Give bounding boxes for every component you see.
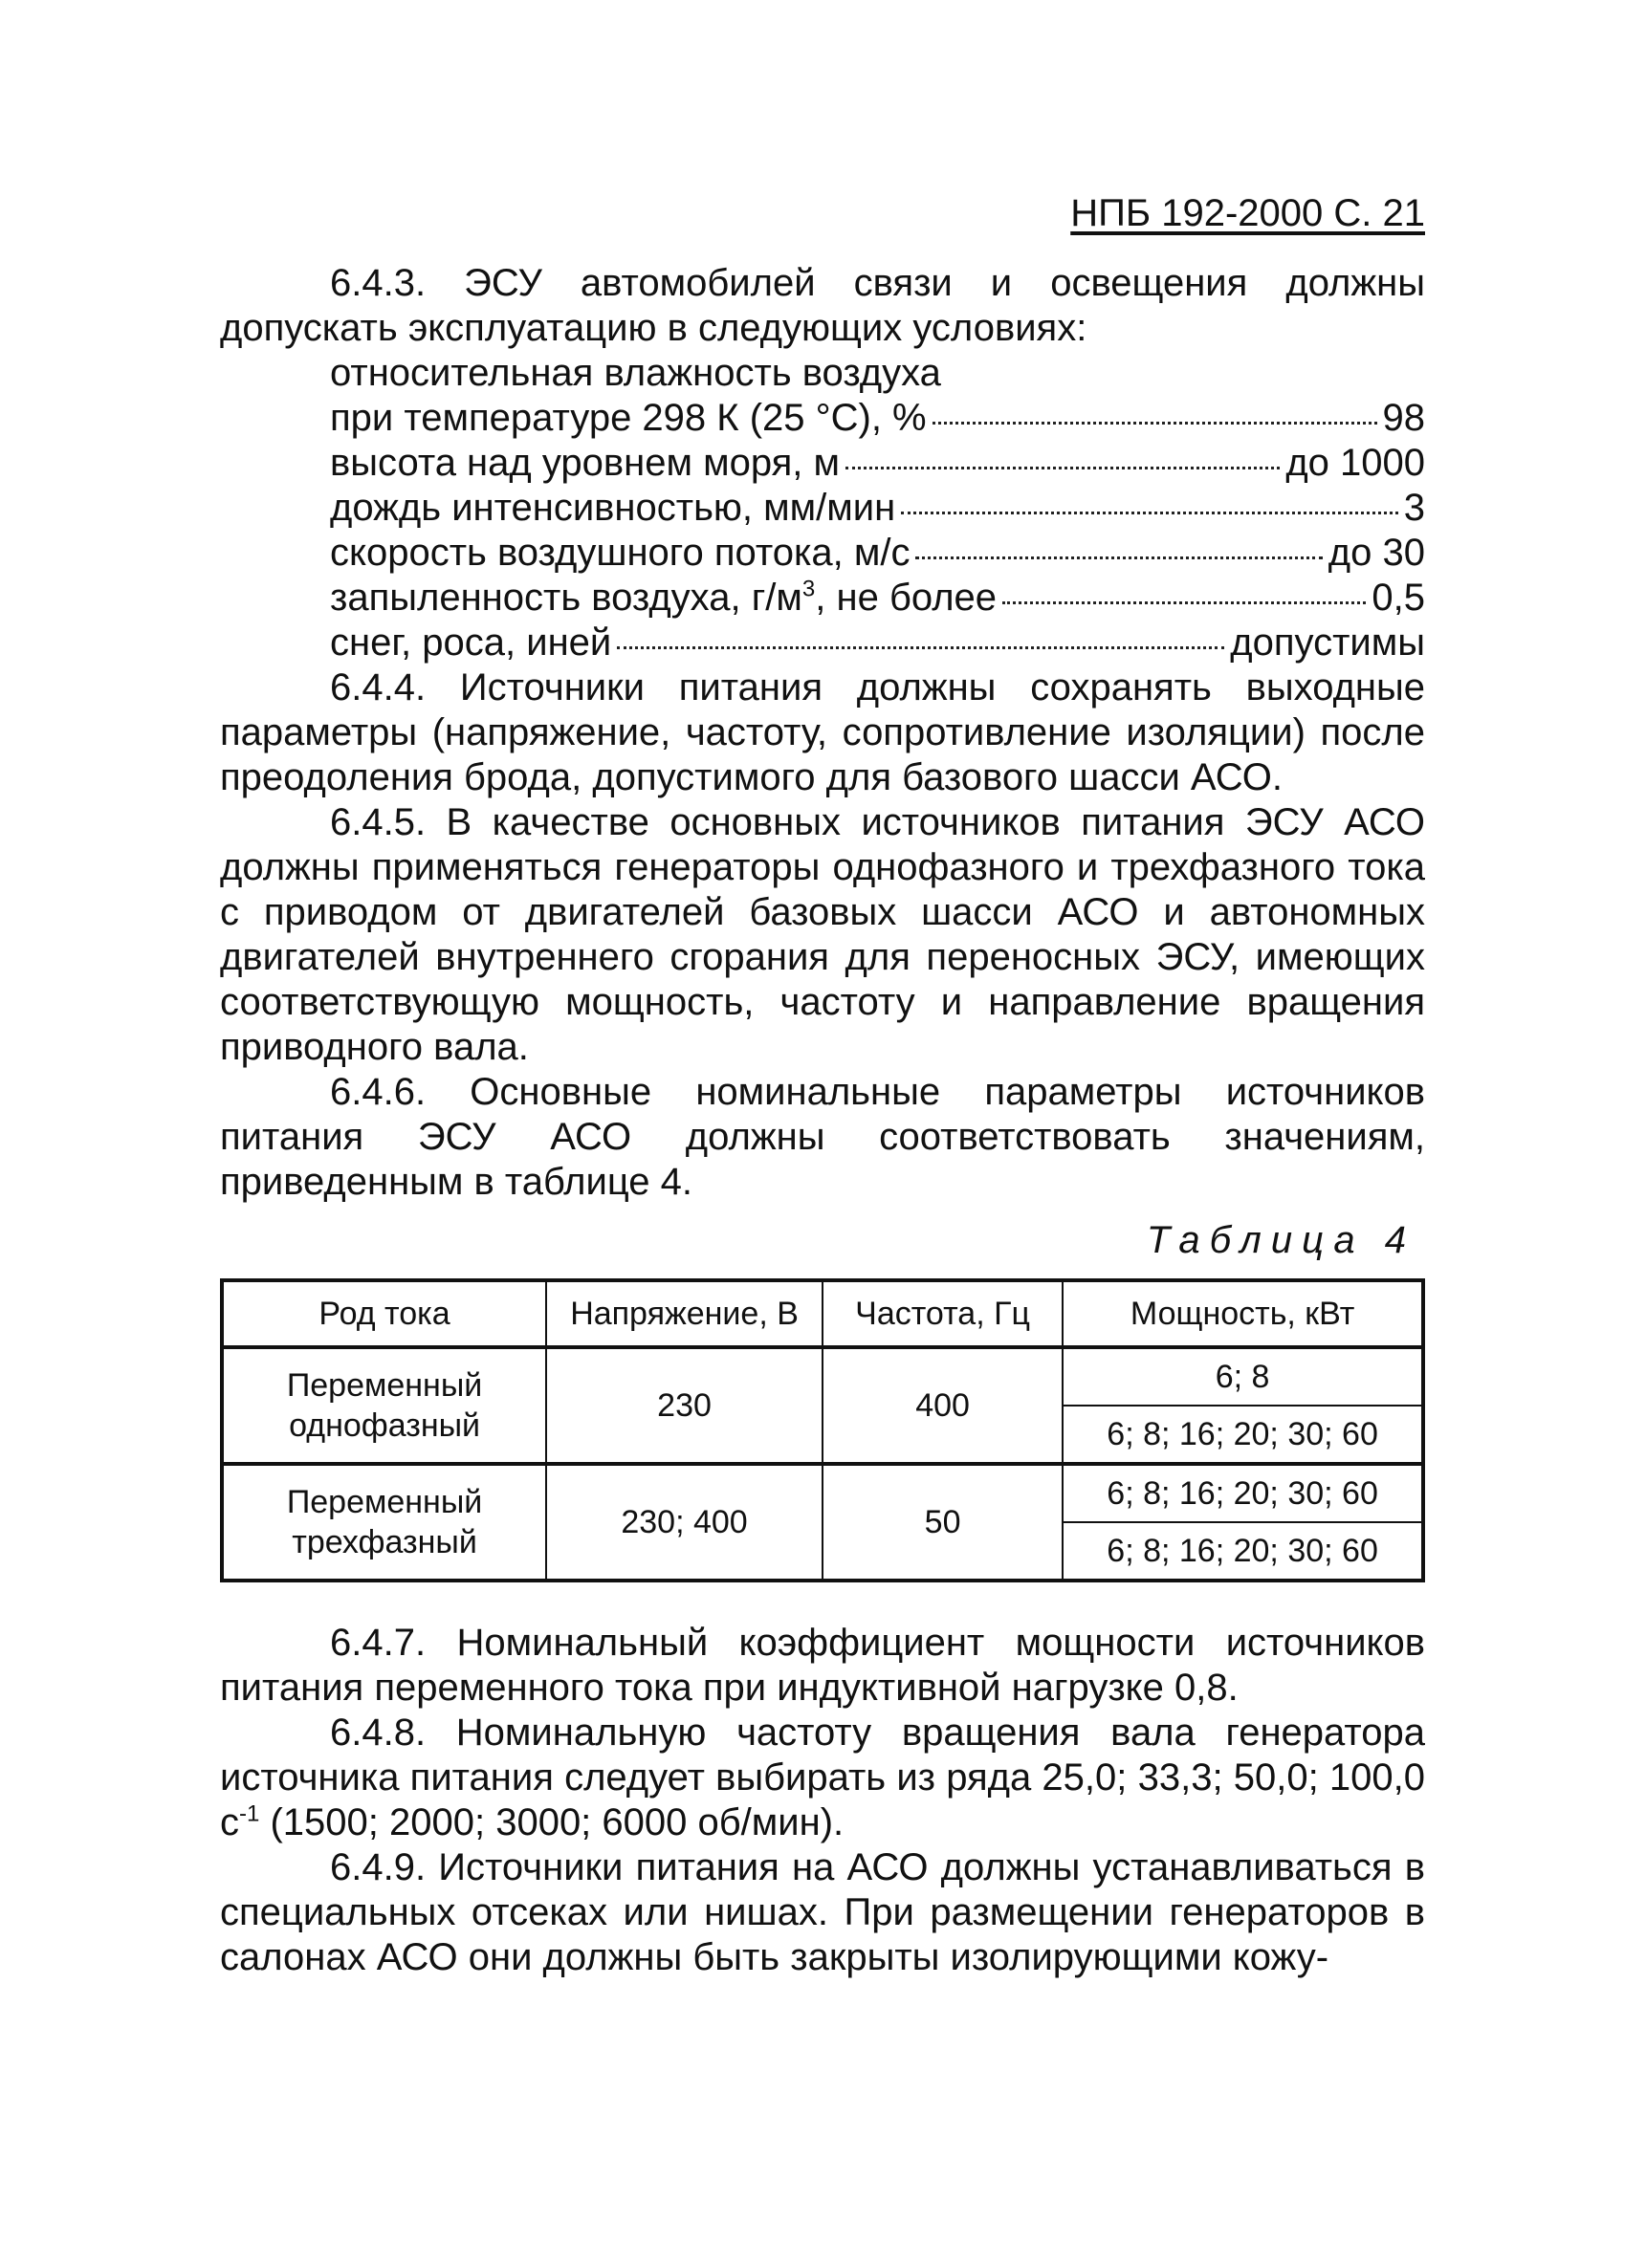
column-header: Род тока: [222, 1280, 546, 1347]
power-cell: 6; 8; 16; 20; 30; 60: [1063, 1406, 1423, 1464]
paragraph-6-4-6: 6.4.6. Основные номинальные параметры источников питания ЭСУ АСО должны соответствовать значениям, приведенным в таблице 4.: [220, 1071, 1425, 1203]
page-content: [220, 191, 1425, 1980]
condition-row: [330, 621, 1425, 665]
power-cell: 6; 8: [1063, 1347, 1423, 1406]
condition-value: до 30: [1328, 532, 1425, 574]
current-type-cell: Переменный трехфазный: [222, 1464, 546, 1581]
column-header: Напряжение, В: [546, 1280, 823, 1347]
table-caption: Таблица 4: [1146, 1219, 1416, 1261]
condition-label-part: запыленность воздуха, г/м: [330, 577, 802, 619]
paragraph-6-4-8: [220, 1711, 1425, 1845]
paragraph-6-4-9: 6.4.9. Источники питания на АСО должны устанавливаться в специальных отсеках или нишах. При размещении генераторов в салонах АСО они должны быть закрыты изолирующими кожу-: [220, 1846, 1425, 1978]
paragraph-6-4-5: 6.4.5. В качестве основных источников питания ЭСУ АСО должны применяться генераторы однофазного и трехфазного тока с приводом от двигателей базовых шасси АСО и автономных двигателей внутреннего сгорания для переносных ЭСУ, имеющих соответствующую мощность, частоту и направление вращения приводного вала.: [220, 801, 1425, 1068]
condition-value: 0,5: [1372, 577, 1425, 619]
current-type-cell: Переменный однофазный: [222, 1347, 546, 1464]
voltage-cell: 230; 400: [546, 1464, 823, 1581]
condition-label: [330, 576, 997, 621]
dot-leader: [901, 512, 1398, 514]
dot-leader: [617, 646, 1224, 649]
paragraph-text: 6.4.8. Номинальную частоту вращения вала генератора источника питания следует выбирать из ряда 25,0; 33,3; 50,0; 100,0 с: [220, 1712, 1425, 1843]
condition-label: дождь интенсивностью, мм/мин: [330, 487, 896, 529]
power-cell: 6; 8; 16; 20; 30; 60: [1063, 1522, 1423, 1581]
condition-label-part: , не более: [815, 577, 998, 619]
condition-row: [330, 396, 1425, 441]
parameters-table: [220, 1278, 1425, 1582]
condition-label: снег, роса, иней: [330, 622, 612, 664]
frequency-cell: 50: [823, 1464, 1063, 1581]
paragraph-6-4-4: 6.4.4. Источники питания должны сохранять выходные параметры (напряжение, частоту, сопротивление изоляции) после преодоления брода, допустимого для базового шасси АСО.: [220, 666, 1425, 798]
paragraph-6-4-7: 6.4.7. Номинальный коэффициент мощности источников питания переменного тока при индуктивной нагрузке 0,8.: [220, 1622, 1425, 1709]
frequency-cell: 400: [823, 1347, 1063, 1464]
table-row: [222, 1347, 1423, 1406]
page-header: [220, 191, 1425, 236]
condition-row: [330, 441, 1425, 486]
voltage-cell: 230: [546, 1347, 823, 1464]
document-code: НПБ 192-2000 С. 21: [1070, 192, 1425, 234]
condition-row: [330, 486, 1425, 531]
column-header: Частота, Гц: [823, 1280, 1063, 1347]
superscript: -1: [239, 1800, 260, 1827]
condition-label: скорость воздушного потока, м/с: [330, 532, 911, 574]
dot-leader: [915, 556, 1322, 559]
dot-leader: [1002, 601, 1366, 604]
condition-row: [330, 576, 1425, 621]
condition-row: [330, 531, 1425, 576]
condition-value: 3: [1403, 487, 1425, 529]
power-cell: 6; 8; 16; 20; 30; 60: [1063, 1464, 1423, 1522]
table-row: [222, 1464, 1423, 1522]
column-header: Мощность, кВт: [1063, 1280, 1423, 1347]
paragraph-6-4-3: 6.4.3. ЭСУ автомобилей связи и освещения должны допускать эксплуатацию в следующих условиях:: [220, 262, 1425, 349]
dot-leader: [845, 467, 1280, 469]
table-header-row: [222, 1280, 1423, 1347]
superscript: 3: [801, 576, 816, 602]
condition-value: 98: [1382, 397, 1425, 439]
condition-label: при температуре 298 К (25 °С), %: [330, 397, 927, 439]
conditions-list: [330, 396, 1425, 665]
conditions-intro: относительная влажность воздуха: [330, 352, 941, 394]
paragraph-text: (1500; 2000; 3000; 6000 об/мин).: [259, 1801, 845, 1843]
dot-leader: [933, 422, 1377, 425]
condition-label: высота над уровнем моря, м: [330, 442, 841, 484]
condition-value: допустимы: [1230, 622, 1425, 664]
condition-value: до 1000: [1285, 442, 1425, 484]
